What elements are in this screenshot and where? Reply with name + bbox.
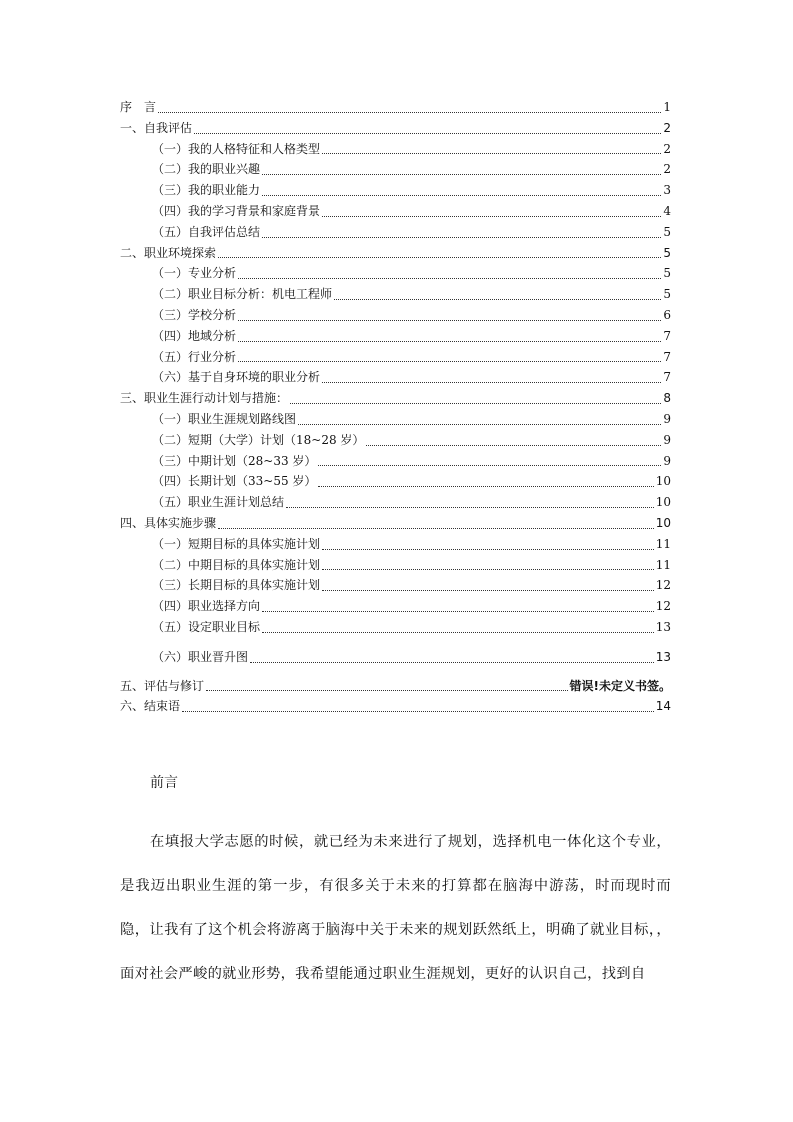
toc-label: （五）职业生涯计划总结: [152, 495, 285, 510]
toc-leader: [322, 568, 654, 570]
preface-title: 前言: [150, 775, 178, 791]
toc-entry[interactable]: [120, 647, 671, 668]
toc-page-number: 12: [655, 578, 671, 593]
toc-entry[interactable]: [120, 139, 671, 160]
toc-label: （二）职业目标分析：机电工程师: [152, 287, 333, 302]
toc-page-number: 7: [663, 349, 671, 364]
toc-page-number: 9: [663, 453, 671, 468]
toc-page-number: 9: [663, 411, 671, 426]
toc-page-number: 2: [663, 141, 671, 156]
toc-entry[interactable]: [120, 409, 671, 430]
toc-page-number: 3: [663, 183, 671, 198]
toc-entry[interactable]: [120, 617, 671, 638]
toc-leader: [290, 402, 661, 404]
toc-label: （三）中期计划（28~33 岁）: [152, 453, 317, 468]
toc-leader: [206, 689, 568, 691]
toc-label: （四）地域分析: [152, 328, 237, 343]
toc-page-number: 7: [663, 370, 671, 385]
toc-label: （二）中期目标的具体实施计划: [152, 557, 321, 572]
toc-leader: [334, 298, 661, 300]
toc-page-number: 2: [663, 162, 671, 177]
toc-page-number: 9: [663, 432, 671, 447]
toc-leader: [322, 381, 661, 383]
toc-leader: [218, 256, 661, 258]
toc-entry[interactable]: [120, 263, 671, 284]
toc-entry[interactable]: [120, 284, 671, 305]
toc-label: （五）自我评估总结: [152, 224, 261, 239]
toc-label: （三）学校分析: [152, 307, 237, 322]
toc-leader: [250, 661, 654, 663]
toc-page-number: 5: [663, 287, 671, 302]
toc-page-number: 10: [655, 495, 671, 510]
toc-leader: [318, 485, 653, 487]
toc-leader: [262, 173, 661, 175]
toc-label: 序 言: [120, 100, 157, 114]
toc-page-number: 13: [655, 649, 671, 664]
toc-page-number: 6: [663, 307, 671, 322]
toc-label: （二）短期（大学）计划（18~28 岁）: [152, 432, 365, 447]
toc-leader: [286, 506, 654, 508]
toc-label: （二）我的职业兴趣: [152, 162, 261, 177]
toc-entry[interactable]: [120, 222, 671, 243]
toc-entry[interactable]: [120, 575, 671, 596]
toc-label: 六、结束语: [120, 699, 181, 714]
toc-label: （五）设定职业目标: [152, 619, 261, 634]
toc-label: 五、评估与修订: [120, 678, 205, 693]
toc-page-number: 13: [655, 619, 671, 634]
toc-page-number: 2: [663, 120, 671, 135]
toc-page-number: 7: [663, 328, 671, 343]
toc-entry[interactable]: [120, 326, 671, 347]
toc-page-number: 4: [663, 203, 671, 218]
toc-entry[interactable]: [120, 305, 671, 326]
toc-leader: [322, 215, 661, 217]
toc-entry[interactable]: [120, 492, 671, 513]
toc-leader: [238, 277, 661, 279]
toc-leader: [262, 631, 654, 633]
toc-page-number: 11: [655, 536, 671, 551]
toc-leader: [238, 340, 661, 342]
toc-label: （四）职业选择方向: [152, 599, 261, 614]
toc-leader: [298, 423, 661, 425]
toc-leader: [366, 444, 661, 446]
toc-label: （一）我的人格特征和人格类型: [152, 141, 321, 156]
toc-leader: [262, 194, 661, 196]
toc-label: （四）我的学习背景和家庭背景: [152, 203, 321, 218]
toc-entry[interactable]: [120, 696, 671, 717]
preface-paragraph: 在填报大学志愿的时候，就已经为未来进行了规划，选择机电一体化这个专业，是我迈出职业生涯的第一步，有很多关于未来的打算都在脑海中游荡，时而现时而隐，让我有了这个机会将游离于脑海中关于未来的规划跃然纸上，明确了就业目标，，面对社会严峻的就业形势，我希望能通过职业生涯规划，更好的认识自己，找到自: [120, 834, 671, 982]
toc-page-number: 1: [663, 100, 671, 114]
toc-page-number: 11: [655, 557, 671, 572]
toc-page-number: 5: [663, 224, 671, 239]
toc-label: （三）长期目标的具体实施计划: [152, 578, 321, 593]
toc-label: 三、职业生涯行动计划与措施：: [120, 391, 289, 406]
toc-leader: [238, 319, 661, 321]
toc-leader: [322, 152, 661, 154]
toc-page-number: 10: [655, 474, 671, 489]
toc-entry[interactable]: [120, 451, 671, 472]
toc-label: 二、职业环境探索: [120, 245, 217, 260]
toc-entry[interactable]: [120, 243, 671, 264]
table-of-contents: [120, 97, 671, 717]
toc-entry[interactable]: [120, 159, 671, 180]
toc-entry[interactable]: [120, 367, 671, 388]
toc-label: （六）职业晋升图: [152, 649, 249, 664]
toc-page-number: 5: [663, 266, 671, 281]
toc-page-error: 错误!未定义书签。: [569, 678, 671, 693]
toc-entry[interactable]: [120, 513, 671, 534]
toc-entry[interactable]: [120, 118, 671, 139]
toc-entry[interactable]: [120, 676, 671, 697]
toc-entry[interactable]: [120, 534, 671, 555]
toc-leader: [238, 360, 661, 362]
toc-entry[interactable]: [120, 347, 671, 368]
toc-entry[interactable]: [120, 180, 671, 201]
toc-page-number: 12: [655, 599, 671, 614]
toc-leader: [262, 236, 661, 238]
toc-page-number: 10: [655, 515, 671, 530]
toc-leader: [262, 610, 654, 612]
toc-leader: [218, 527, 654, 529]
toc-entry[interactable]: [120, 201, 671, 222]
toc-label: （一）职业生涯规划路线图: [152, 411, 297, 426]
toc-entry[interactable]: [120, 97, 671, 118]
toc-entry[interactable]: [120, 555, 671, 576]
toc-entry[interactable]: [120, 471, 671, 492]
toc-label: （一）专业分析: [152, 266, 237, 281]
toc-label: （五）行业分析: [152, 349, 237, 364]
toc-leader: [194, 132, 661, 134]
toc-label: 一、自我评估: [120, 120, 193, 135]
toc-leader: [322, 548, 654, 550]
toc-page-number: 5: [663, 245, 671, 260]
toc-entry[interactable]: [120, 430, 671, 451]
toc-entry[interactable]: [120, 388, 671, 409]
toc-label: 四、具体实施步骤: [120, 515, 217, 530]
toc-entry[interactable]: [120, 596, 671, 617]
toc-label: （四）长期计划（33~55 岁）: [152, 474, 317, 489]
toc-label: （三）我的职业能力: [152, 183, 261, 198]
toc-leader: [182, 710, 654, 712]
toc-page-number: 8: [663, 391, 671, 406]
toc-leader: [322, 589, 654, 591]
toc-page-number: 14: [655, 699, 671, 714]
toc-leader: [318, 464, 661, 466]
toc-label: （一）短期目标的具体实施计划: [152, 536, 321, 551]
toc-leader: [158, 111, 661, 113]
toc-label: （六）基于自身环境的职业分析: [152, 370, 321, 385]
